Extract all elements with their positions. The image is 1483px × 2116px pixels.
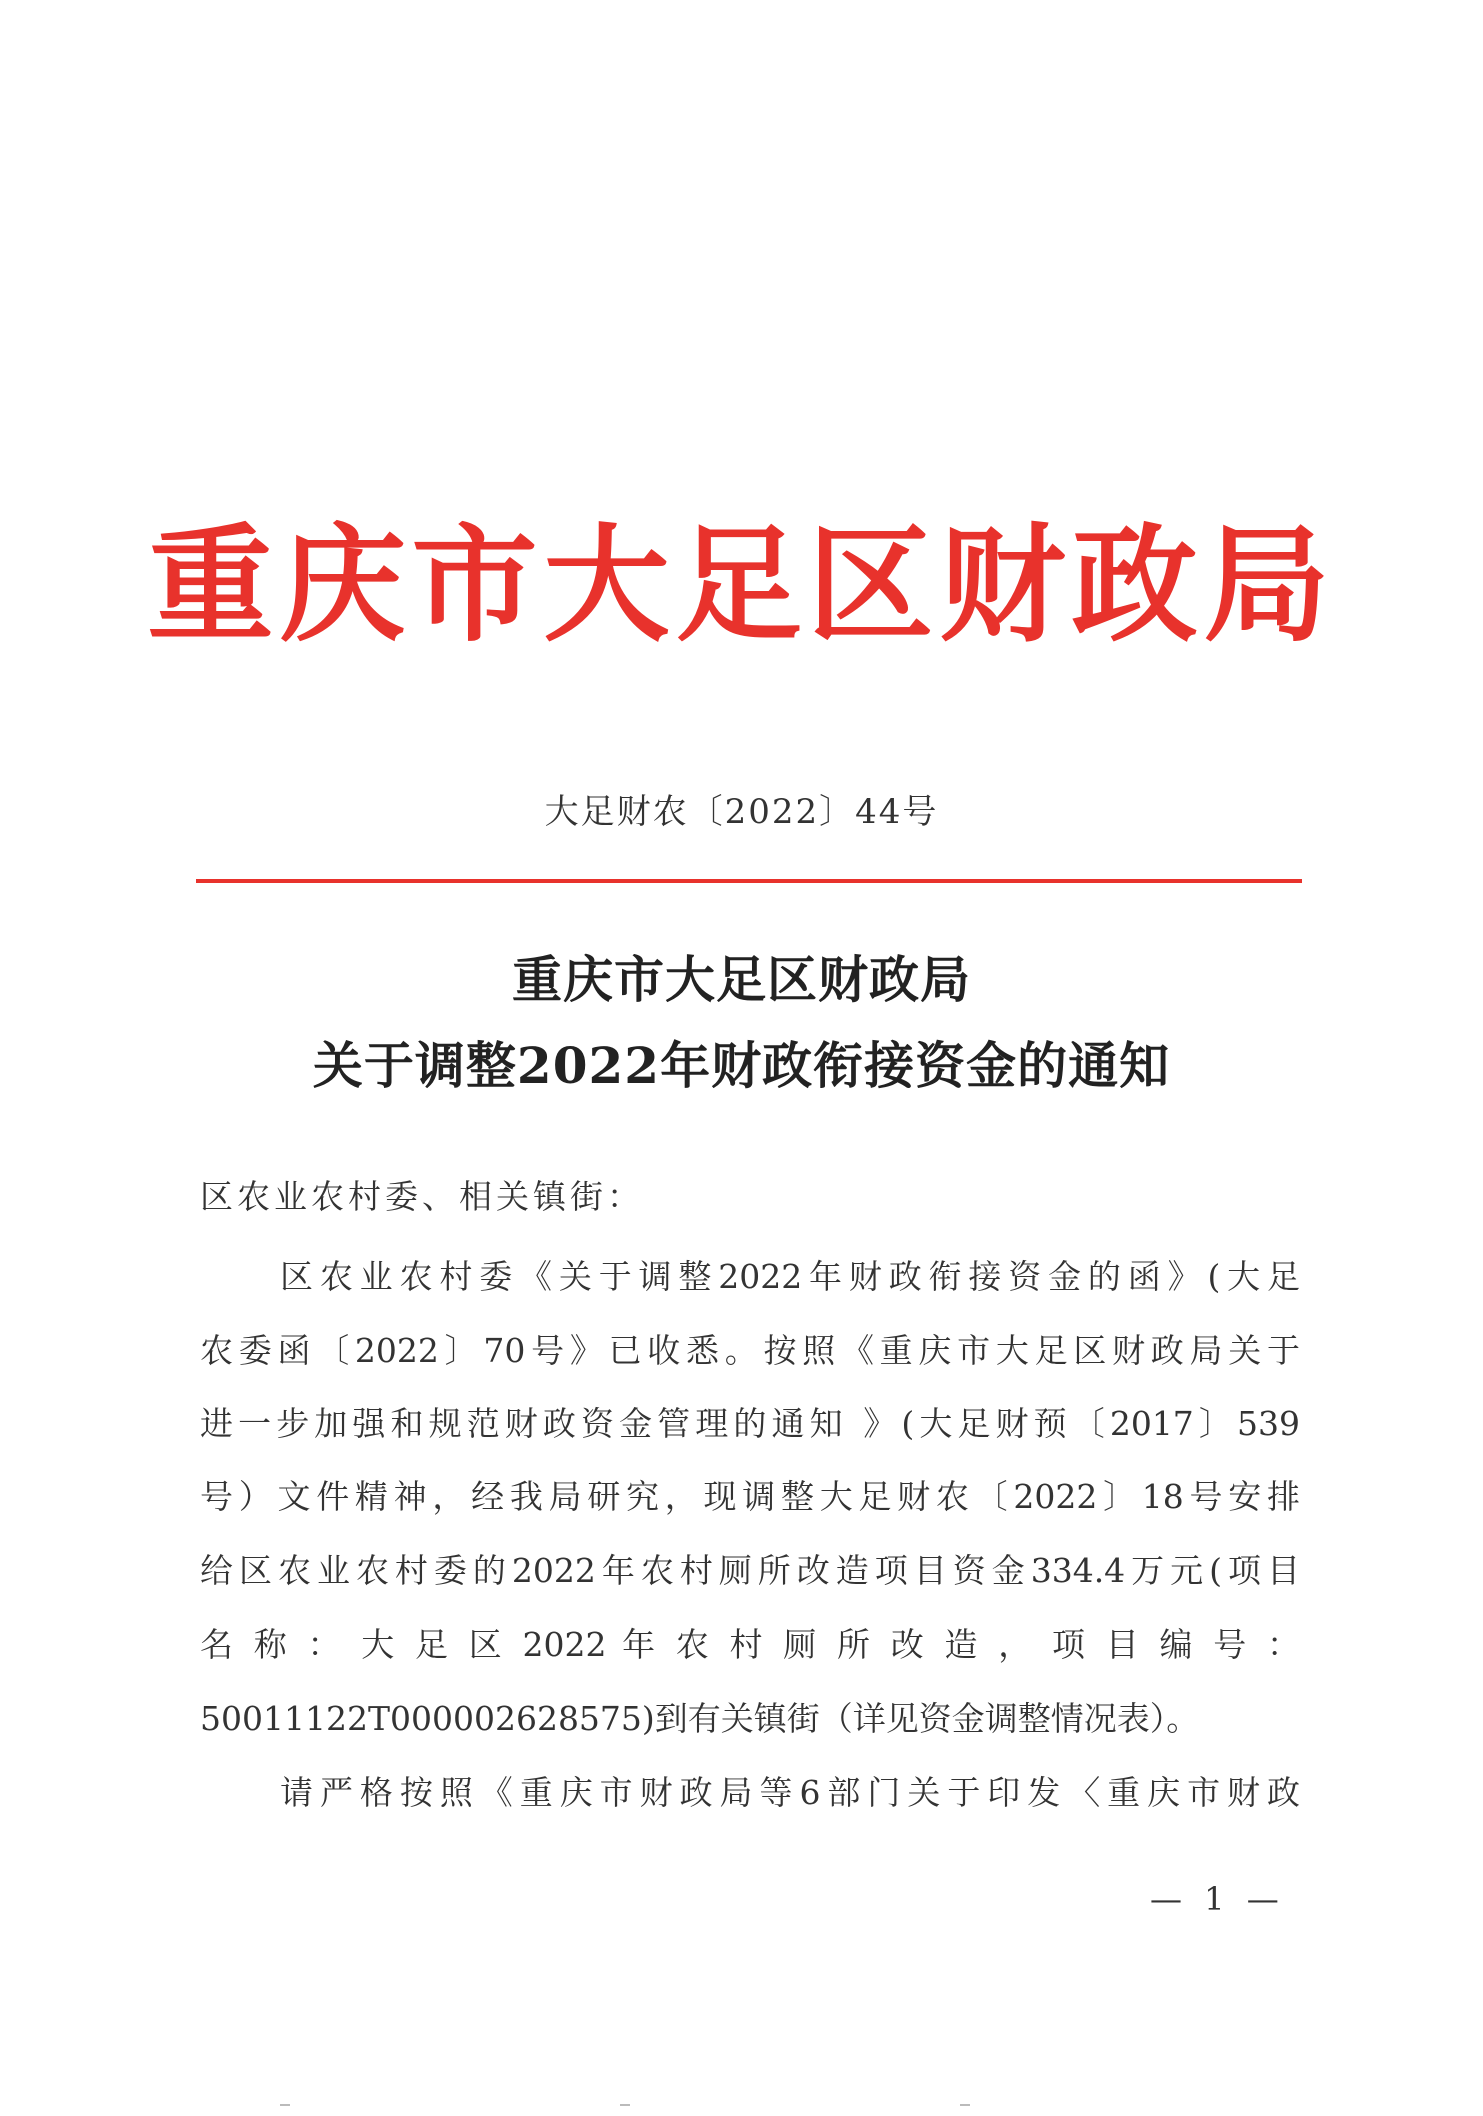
salutation: 区农业农村委、相关镇街： [200,1177,644,1216]
body-line-6: 名 称 ： 大 足 区 2022 年 农 村 厕 所 改 造 ， 项 目 编 号 ： [200,1625,1300,1664]
body-line-4: 号）文件精神，经我局研究，现调整大足财农〔2022〕18号安排 [200,1477,1300,1516]
masthead-text: 重庆市大足区财政局 [147,511,1336,659]
document-number: 大足财农〔2022〕44号 [544,792,939,832]
body-line-2: 农委函〔2022〕70号》已收悉。按照《重庆市大足区财政局关于 [200,1331,1300,1370]
body-line-3: 进一步加强和规范财政资金管理的通知 》(大足财预〔2017〕539 [200,1404,1300,1443]
body-line-8: 请严格按照《重庆市财政局等6部门关于印发〈重庆市财政 [280,1773,1300,1812]
body-line-5: 给区农业农村委的2022年农村厕所改造项目资金334.4万元(项目 [200,1551,1300,1590]
body-line-7: 50011122T000002628575)到有关镇街（详见资金调整情况表）。 [200,1699,1200,1738]
body-line-1: 区农业农村委《关于调整2022年财政衔接资金的函》(大足 [280,1257,1300,1296]
notice-title-line-2: 关于调整2022年财政衔接资金的通知 [312,1036,1171,1095]
notice-title-line-1: 重庆市大足区财政局 [512,950,971,1009]
masthead-title [0,510,1483,660]
red-divider-line [196,879,1302,883]
scan-artifacts [0,2104,1483,2108]
page-number: — 1 — [1150,1880,1285,1918]
